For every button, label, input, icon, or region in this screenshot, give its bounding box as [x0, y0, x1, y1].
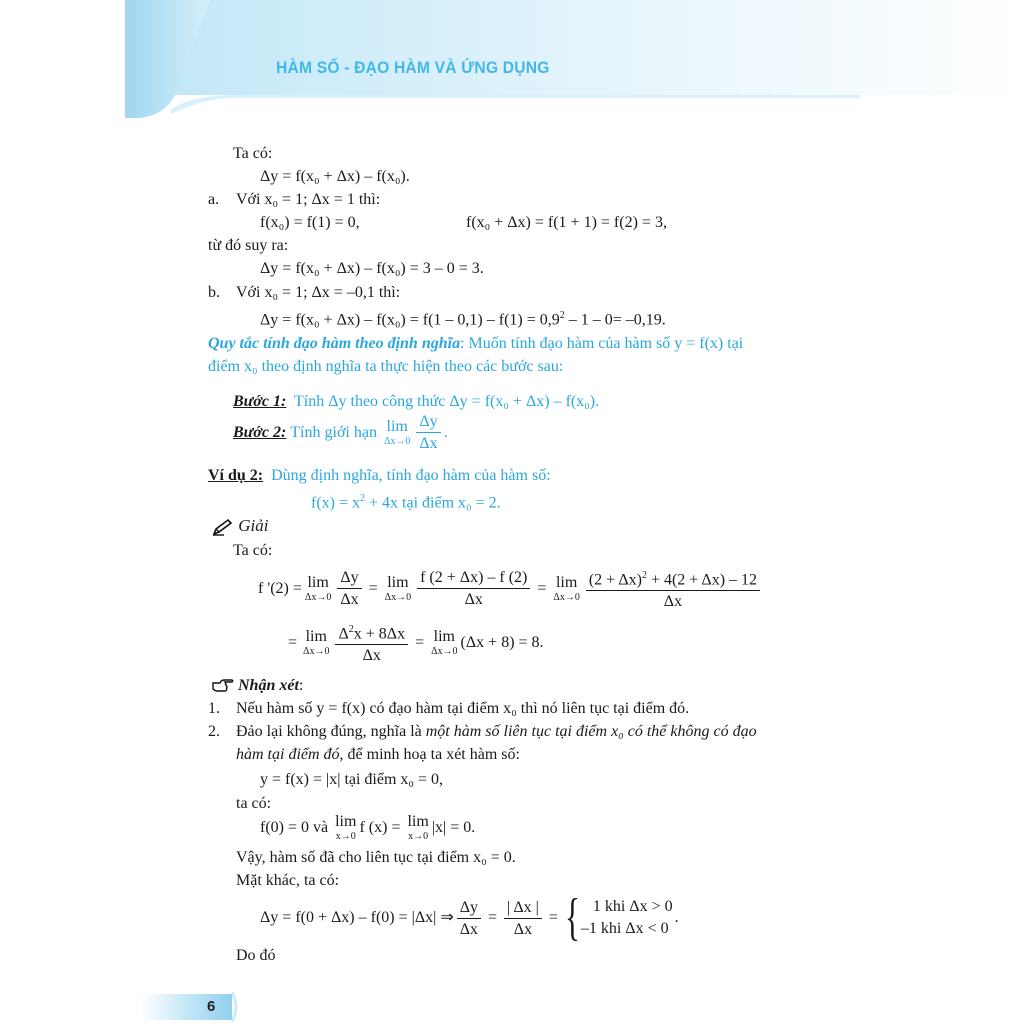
remark-2-line-1: Đảo lại không đúng, nghĩa là một hàm số liên tục tại điểm x₀ có thể không có đạo: [236, 723, 757, 740]
suy-ra: từ đó suy ra:: [208, 237, 289, 254]
piecewise-cases: 1 khi Δx > 0 –1 khi Δx < 0: [580, 898, 673, 937]
example-label: Ví dụ 2:: [208, 467, 264, 484]
continuity-conclusion: Vậy, hàm số đã cho liên tục tại điểm x₀ = 0.: [236, 849, 516, 866]
mat-khac: Mặt khác, ta có:: [236, 872, 340, 889]
ta-co: Ta có:: [233, 145, 273, 162]
item-b-condition: Với x₀ = 1; Δx = –0,1 thì:: [236, 284, 401, 301]
remark-ta-co: ta có:: [236, 795, 272, 812]
difference-quotient-line: Δy = f(0 + Δx) – f(0) = |Δx| ⇒ $\frac{\Delta y}{\Delta x}$ = $\frac{| \Delta x |}{\Delta x}$ = { 1 khi Δx > 0 –1 khi Δx < 0 .: [260, 889, 679, 946]
step-2-fraction: $\frac{\Delta y}{\Delta x}$: [416, 412, 440, 453]
item-a-label: a.: [208, 191, 220, 208]
piecewise-brace: {: [564, 889, 580, 946]
item-b-result: $\Delta y = f(x_0 + \Delta x) - f(x_0) = f(1 - 0,1) - f(1) = 0,9^2 - 1 - 0= -0,19$.: [260, 310, 666, 329]
pointing-hand-icon: [212, 677, 234, 695]
solution-heading: Giải: [212, 516, 268, 536]
rule-line-1: Quy tắc tính đạo hàm theo định nghĩa: Muốn tính đạo hàm của hàm số y = f(x) tại: [208, 335, 744, 352]
step-2-label: Bước 2:: [233, 423, 287, 441]
continuity-line: f(0) = 0 và lim x→0 f (x) = lim x→0 |x| = 0.: [260, 813, 476, 842]
step-2-limit: lim Δx→0: [383, 417, 411, 447]
remark-heading: Nhận xét:: [212, 676, 303, 696]
item-a-fx0dx: f(x₀ + Δx) = f(1 + 1) = f(2) = 3,: [466, 214, 667, 231]
remark-1-label: 1.: [208, 700, 220, 717]
pencil-icon: [212, 518, 234, 536]
item-a-condition: Với x₀ = 1; Δx = 1 thì:: [236, 191, 381, 208]
footer-band: [140, 992, 240, 1022]
abs-function: y = f(x) = |x| tại điểm x₀ = 0,: [260, 771, 444, 788]
dy-formula: Δy = f(x₀ + Δx) – f(x₀).: [260, 168, 410, 185]
example-line: Ví dụ 2: Dùng định nghĩa, tính đạo hàm của hàm số:: [208, 467, 551, 484]
derivative-line-1: f '(2) = lim Δx→0 $\frac{\Delta y}{\Delta x}$ = lim Δx→0 $\frac{f (2 + \Delta x) - f (2)}{\Delta x}$ = lim Δx→0 $\frac{(2 + \Delta x)^2 + 4(2 + \Delta x) - 12}{\Delta x}$: [258, 566, 763, 611]
item-a-fx0: f(x₀) = f(1) = 0,: [260, 214, 360, 231]
step-1: Bước 1: Tính Δy theo công thức Δy = f(x₀ + Δx) – f(x₀).: [233, 393, 600, 410]
step-1-label: Bước 1:: [233, 393, 287, 410]
derivative-line-2: = lim Δx→0 $\frac{\Delta^2x + 8\Delta x}{\Delta x}$ = lim Δx→0 (Δx + 8) = 8.: [288, 620, 544, 665]
rule-line-2: điểm x₀ theo định nghĩa ta thực hiện theo các bước sau:: [208, 358, 564, 375]
page-number: 6: [207, 998, 216, 1015]
do-do: Do đó: [236, 947, 276, 964]
remark-2-label: 2.: [208, 723, 220, 740]
remark-2-line-2: hàm tại điểm đó, để minh hoạ ta xét hàm số:: [236, 746, 520, 763]
rule-title: Quy tắc tính đạo hàm theo định nghĩa: [208, 335, 461, 352]
step-2: Bước 2: Tính giới hạn lim Δx→0 $\frac{\Delta y}{\Delta x}$ .: [233, 413, 448, 452]
item-a-result: Δy = f(x₀ + Δx) – f(x₀) = 3 – 0 = 3.: [260, 260, 484, 277]
example-function: $f(x) = x^2 + 4x$ tại điểm x₀ = 2.: [311, 493, 501, 512]
solution-ta-co: Ta có:: [233, 542, 273, 559]
remark-1-text: Nếu hàm số y = f(x) có đạo hàm tại điểm x₀ thì nó liên tục tại điểm đó.: [236, 700, 690, 717]
item-b-label: b.: [208, 284, 220, 301]
header-title: HÀM SỐ - ĐẠO HÀM VÀ ỨNG DỤNG: [276, 58, 550, 77]
